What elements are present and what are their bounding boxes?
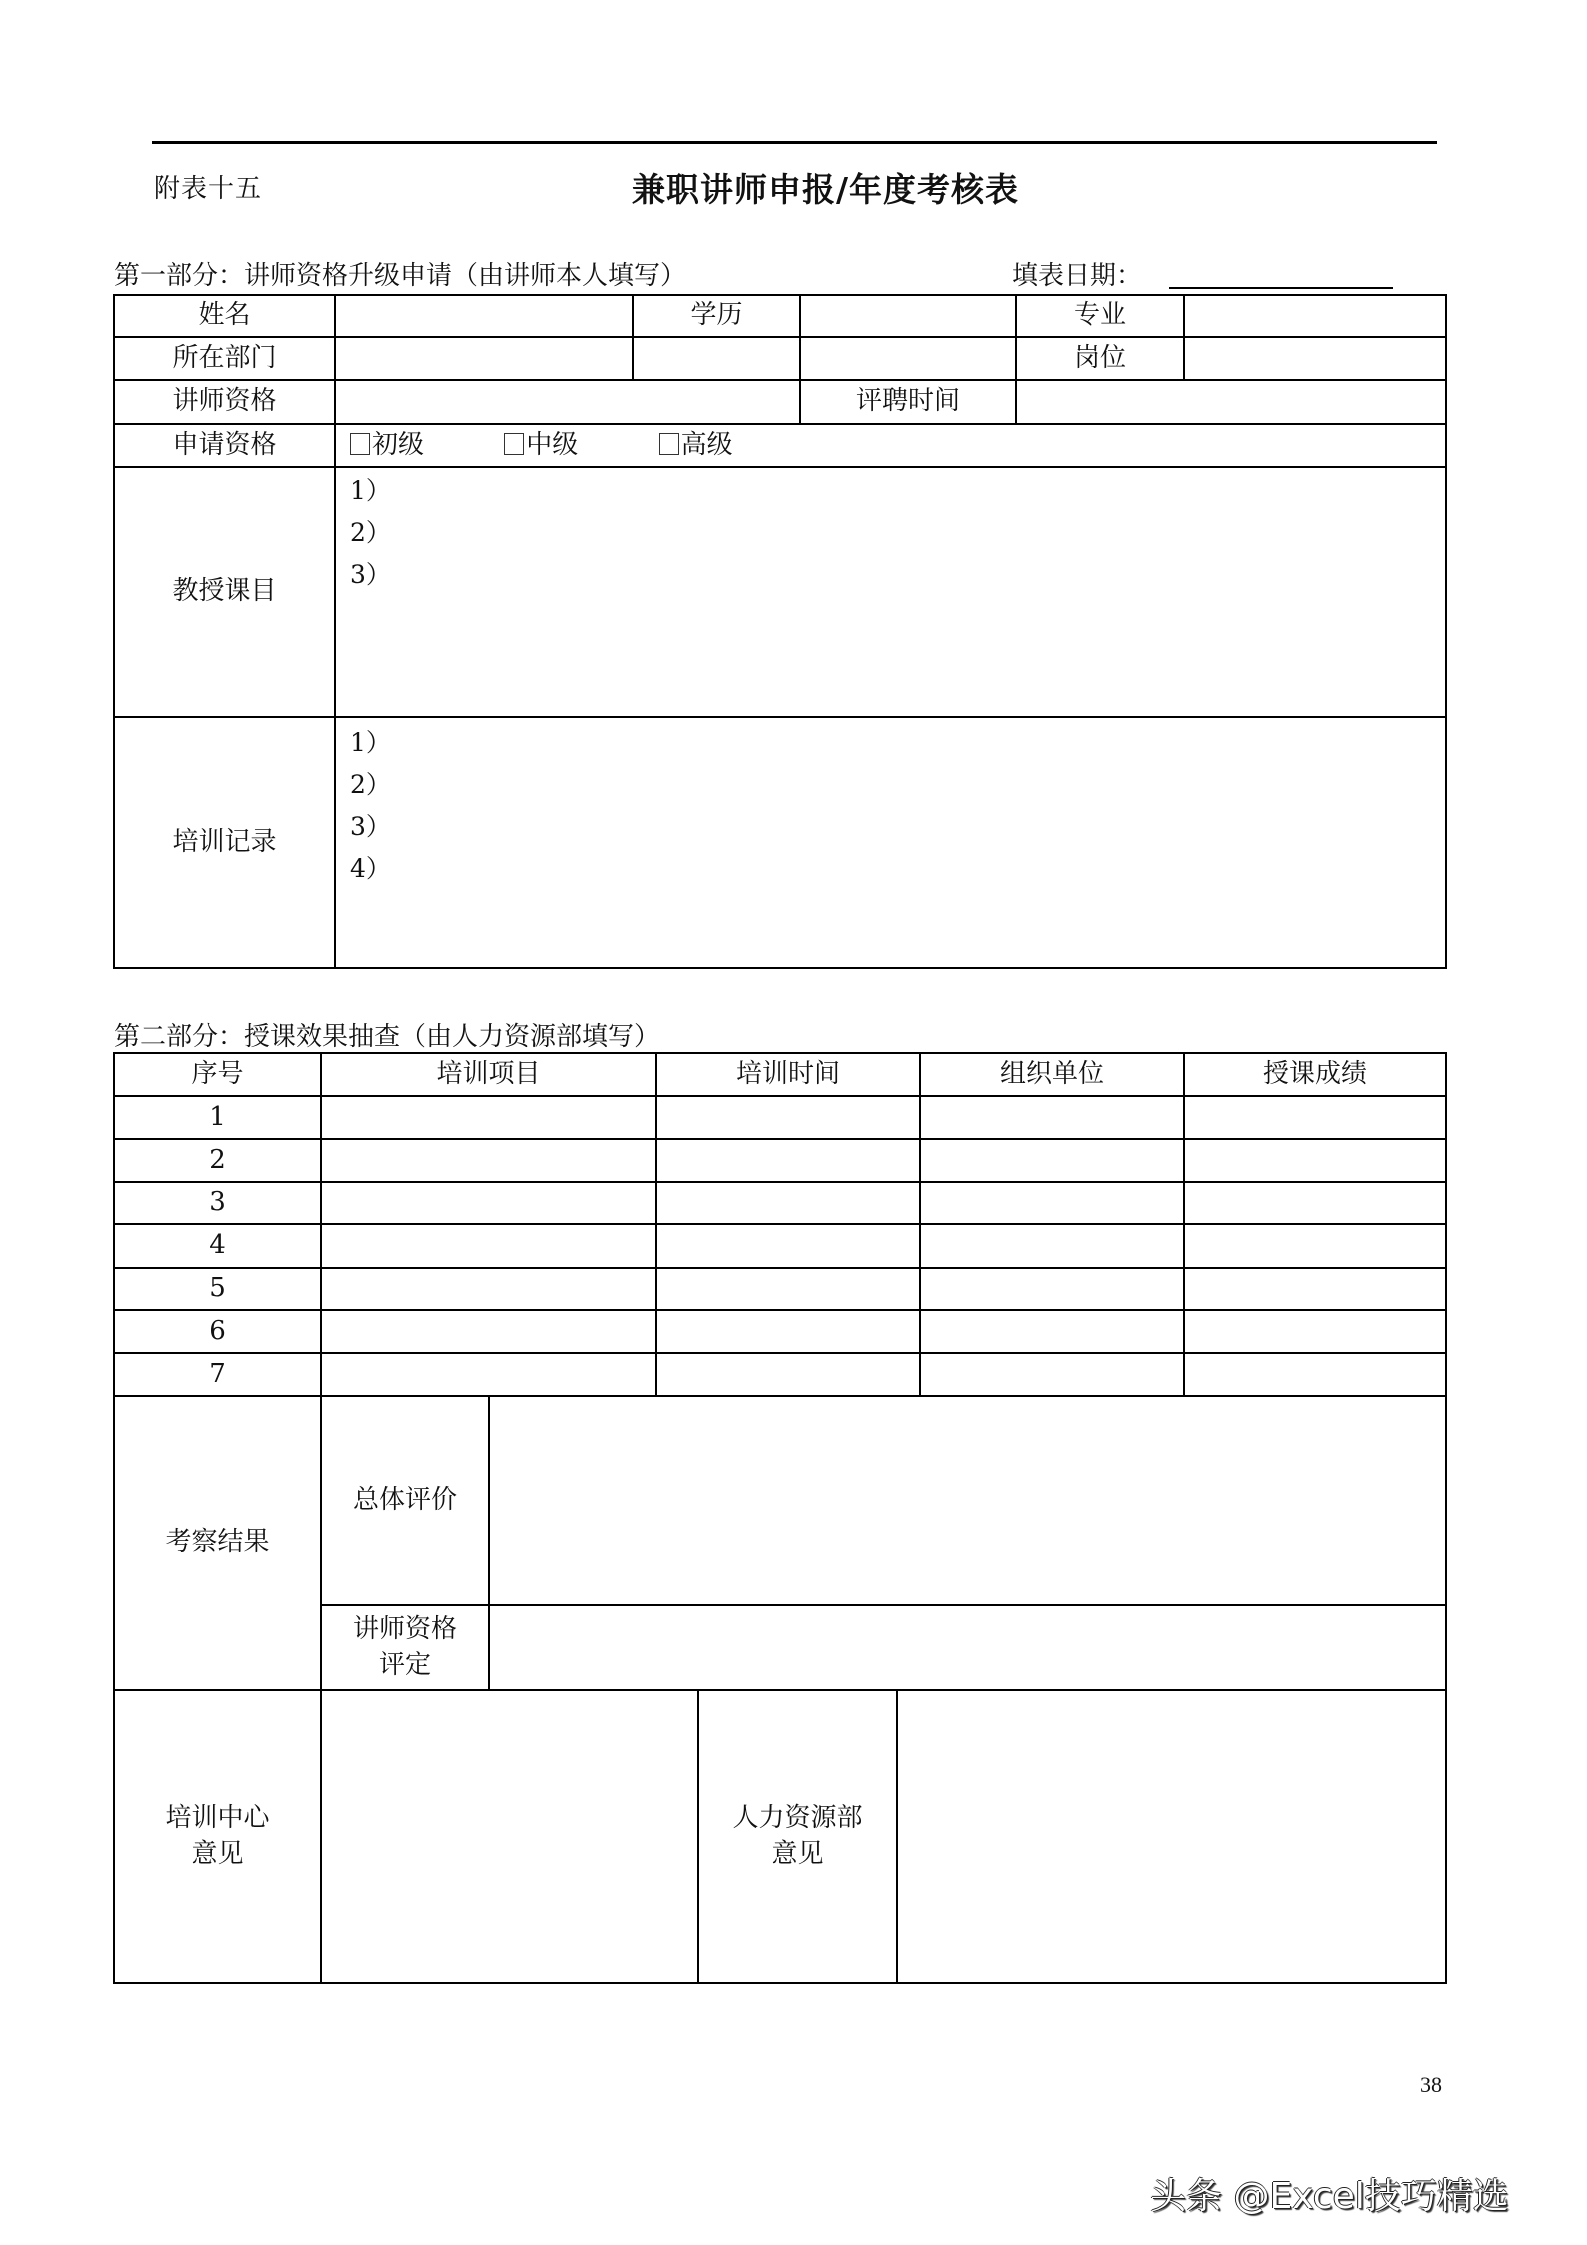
date-label: 填表日期：: [1012, 261, 1143, 291]
cell-organizer[interactable]: [919, 1138, 1185, 1183]
row-seq: 6: [209, 1315, 226, 1346]
list-item: 1）: [350, 728, 391, 757]
checkbox-icon[interactable]: [504, 433, 524, 455]
review-result-label: 考察结果: [165, 1527, 270, 1558]
column-header-seq: 序号: [191, 1058, 244, 1089]
cell-project[interactable]: [320, 1267, 657, 1311]
education-label: 学历: [690, 300, 743, 331]
row-seq: 3: [209, 1187, 226, 1218]
part1-label: 第一部分：讲师资格升级申请（由讲师本人填写）: [114, 261, 687, 291]
courses-input[interactable]: [334, 466, 1447, 718]
cell-score[interactable]: [1183, 1181, 1447, 1225]
training-records-input[interactable]: [334, 716, 1447, 969]
lecturer-qualification-input[interactable]: [334, 379, 801, 425]
position-input[interactable]: [1183, 336, 1447, 381]
checkbox-junior[interactable]: 初级: [350, 428, 424, 462]
cell-time[interactable]: [655, 1223, 921, 1269]
apply-qualification-label: 申请资格: [172, 429, 277, 460]
cell-organizer[interactable]: [919, 1267, 1185, 1311]
date-field[interactable]: [1169, 287, 1393, 289]
checkbox-senior[interactable]: 高级: [659, 428, 733, 462]
department-extra-cell[interactable]: [632, 336, 801, 381]
qualification-rating-input[interactable]: [488, 1604, 1447, 1691]
cell-project[interactable]: [320, 1095, 657, 1140]
training-records-label: 培训记录: [172, 826, 277, 857]
name-input[interactable]: [334, 294, 634, 338]
cell-organizer[interactable]: [919, 1181, 1185, 1225]
cell-time[interactable]: [655, 1181, 921, 1225]
lecturer-qualification-label: 讲师资格: [172, 386, 277, 417]
cell-score[interactable]: [1183, 1352, 1447, 1397]
appendix-label: 附表十五: [154, 174, 263, 204]
row-seq: 7: [209, 1358, 226, 1389]
column-header-project: 培训项目: [436, 1058, 541, 1089]
list-item: 1）: [350, 476, 391, 505]
cell-project[interactable]: [320, 1309, 657, 1354]
cell-score[interactable]: [1183, 1095, 1447, 1140]
cell-organizer[interactable]: [919, 1352, 1185, 1397]
checkbox-icon[interactable]: [350, 433, 370, 455]
cell-time[interactable]: [655, 1352, 921, 1397]
cell-organizer[interactable]: [919, 1309, 1185, 1354]
cell-score[interactable]: [1183, 1267, 1447, 1311]
department-label: 所在部门: [172, 342, 277, 373]
page-title: 兼职讲师申报/年度考核表: [632, 170, 1020, 209]
department-input[interactable]: [334, 336, 634, 381]
overall-evaluation-input[interactable]: [488, 1395, 1447, 1606]
name-label: 姓名: [198, 300, 251, 331]
list-item: 3）: [350, 560, 391, 589]
checkbox-intermediate[interactable]: 中级: [504, 428, 578, 462]
top-rule: [152, 141, 1437, 144]
education-input[interactable]: [799, 294, 1017, 338]
watermark: 头条 @Excel技巧精选: [1150, 2176, 1509, 2217]
cell-score[interactable]: [1183, 1138, 1447, 1183]
column-header-score: 授课成绩: [1262, 1058, 1367, 1089]
training-center-opinion-label: 培训中心 意见: [165, 1803, 270, 1869]
cell-project[interactable]: [320, 1181, 657, 1225]
checkbox-icon[interactable]: [659, 433, 679, 455]
part2-label: 第二部分：授课效果抽查（由人力资源部填写）: [114, 1022, 661, 1052]
column-header-time: 培训时间: [735, 1058, 840, 1089]
cell-time[interactable]: [655, 1138, 921, 1183]
cell-organizer[interactable]: [919, 1223, 1185, 1269]
training-center-opinion-input[interactable]: [320, 1689, 699, 1984]
cell-time[interactable]: [655, 1309, 921, 1354]
cell-project[interactable]: [320, 1352, 657, 1397]
department-extra-cell-2[interactable]: [799, 336, 1017, 381]
cell-organizer[interactable]: [919, 1095, 1185, 1140]
major-input[interactable]: [1183, 294, 1447, 338]
courses-list: [350, 470, 391, 596]
major-label: 专业: [1073, 300, 1126, 331]
cell-time[interactable]: [655, 1095, 921, 1140]
hr-opinion-label: 人力资源部 意见: [732, 1803, 863, 1869]
cell-time[interactable]: [655, 1267, 921, 1311]
qualification-checkbox-group: [350, 428, 805, 462]
cell-project[interactable]: [320, 1223, 657, 1269]
list-item: 4）: [350, 854, 391, 883]
overall-evaluation-label: 总体评价: [352, 1484, 457, 1515]
training-records-list: [350, 722, 391, 890]
qualification-rating-label: 讲师资格 评定: [352, 1614, 457, 1680]
position-label: 岗位: [1073, 342, 1126, 373]
row-seq: 2: [209, 1144, 226, 1175]
cell-project[interactable]: [320, 1138, 657, 1183]
list-item: 2）: [350, 770, 391, 799]
column-header-organizer: 组织单位: [999, 1058, 1104, 1089]
cell-score[interactable]: [1183, 1223, 1447, 1269]
courses-label: 教授课目: [172, 576, 277, 607]
list-item: 3）: [350, 812, 391, 841]
row-seq: 1: [209, 1101, 226, 1132]
row-seq: 5: [209, 1273, 226, 1304]
list-item: 2）: [350, 518, 391, 547]
cell-score[interactable]: [1183, 1309, 1447, 1354]
appointment-time-input[interactable]: [1015, 379, 1447, 425]
page-number: 38: [1420, 2072, 1442, 2097]
hr-opinion-input[interactable]: [896, 1689, 1447, 1984]
row-seq: 4: [209, 1230, 226, 1261]
appointment-time-label: 评聘时间: [855, 386, 960, 417]
